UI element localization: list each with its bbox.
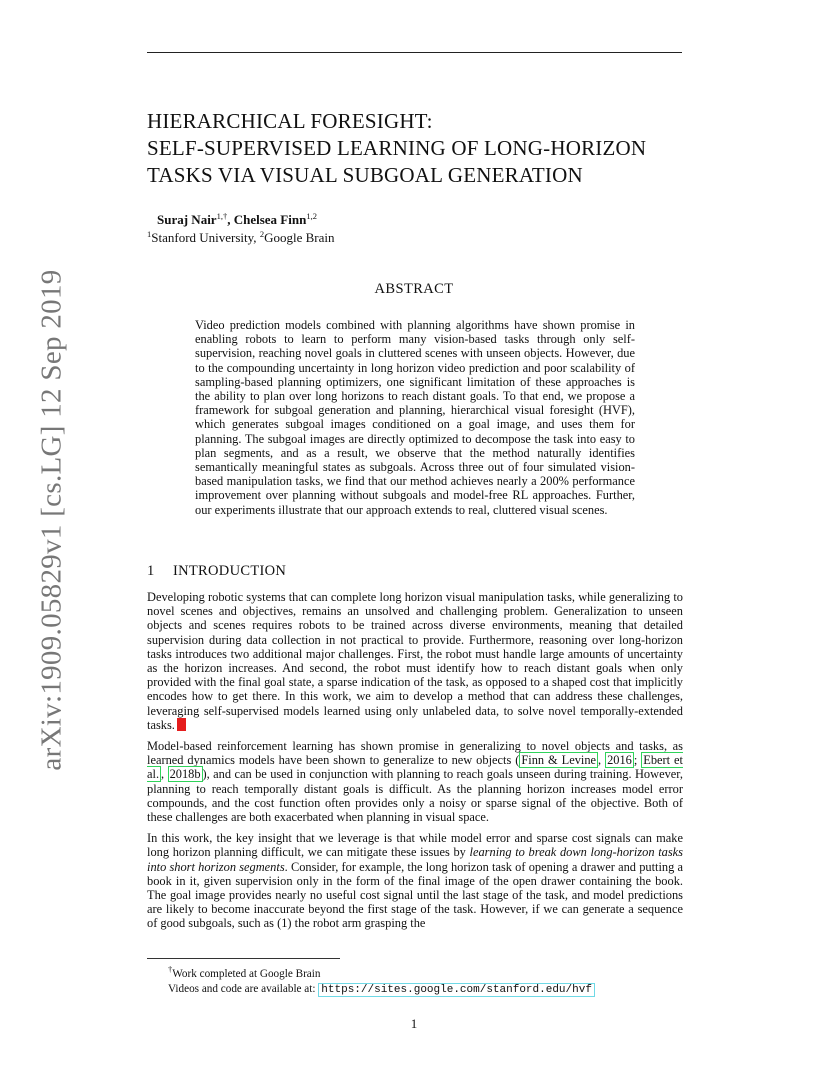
affil-1: Stanford University,	[151, 230, 260, 245]
introduction-body	[147, 590, 683, 938]
citation-link-finn-levine[interactable]: Finn & Levine	[521, 753, 597, 768]
paragraph-2-text-a: Model-based reinforcement learning has shown promise in generalizing to novel objects and tasks, as learned dynamics models have been shown to generalize to new objects (	[147, 739, 683, 768]
section-title: INTRODUCTION	[173, 563, 287, 579]
paragraph-3-emphasis: learning to break down long-horizon tasks into short horizon segments	[147, 845, 683, 874]
project-url-link[interactable]: https://sites.google.com/stanford.edu/hvf	[318, 983, 595, 997]
paragraph-1-text: Developing robotic systems that can complete long horizon visual manipulation tasks, while generalizing to novel scenes and objectives, remains an unsolved and challenging problem. Generalization to unseen objects and scenes requires robots to be trained across diverse environments, meaning that detailed supervision during data collection in not practical to provide. Furthermore, reasoning over long-horizon tasks introduces two additional major challenges. First, the robot must handle large amounts of uncertainty as the horizon increases. And second, the robot must identify how to reach distant goals when only provided with the final goal state, a sparse indication of the task, as opposed to a shaped cost that implicitly encodes how to get there. In this work, we aim to develop a method that can address these challenges, leveraging self-supervised models learned using only unlabeled data, to solve novel temporally-extended tasks.	[147, 590, 683, 732]
section-number: 1	[147, 563, 155, 579]
title-line-2: SELF-SUPERVISED LEARNING OF LONG-HORIZON	[147, 136, 647, 160]
abstract-text: Video prediction models combined with planning algorithms have shown promise in enabling robots to learn to perform many vision-based tasks through only self-supervision, reaching novel goals in cluttered scenes with unseen objects. However, due to the compounding uncertainty in long horizon video prediction and poor scalability of sampling-based planning optimizers, one significant limitation of these approaches is the ability to plan over long horizons to reach distant goals. To that end, we propose a framework for subgoal generation and planning, hierarchical visual foresight (HVF), which generates subgoal images conditioned on a goal image, and uses them for planning. The subgoal images are directly optimized to decompose the task into easy to plan segments, and as a result, we observe that the method naturally identifies semantically meaningful states as subgoals. Across three out of four simulated vision-based manipulation tasks, we find that our method achieves nearly a 200% performance improvement over planning without subgoals and model-free RL approaches. Further, our experiments illustrate that our approach extends to real, cluttered visual scenes.	[195, 318, 635, 517]
footnote-2	[168, 982, 595, 998]
author-2-affil-mark: 1,2	[306, 211, 317, 221]
author-1: Suraj Nair	[157, 212, 217, 227]
footnote-1-text: Work completed at Google Brain	[172, 968, 321, 980]
citation-sep: ,	[161, 767, 168, 782]
author-2: Chelsea Finn	[233, 212, 307, 227]
affil-1-mark: 1	[147, 229, 152, 239]
affiliations	[147, 226, 334, 246]
affil-2: Google Brain	[264, 230, 335, 245]
affil-2-mark: 2	[259, 229, 265, 239]
citation-sep: ;	[633, 753, 642, 768]
section-heading-introduction	[147, 563, 286, 580]
footnote-1-mark: †	[168, 964, 173, 974]
paragraph-1	[147, 590, 683, 732]
citation-link-2018b[interactable]: 2018b	[169, 767, 201, 782]
author-separator: ,	[227, 212, 234, 227]
author-1-affil-mark: 1,†	[216, 211, 228, 221]
page-number: 1	[410, 1016, 418, 1031]
authors	[157, 208, 317, 228]
arxiv-identifier: arXiv:1909.05829v1 [cs.LG] 12 Sep 2019	[35, 269, 68, 771]
paragraph-2-text-b: ), and can be used in conjunction with planning to reach goals unseen during training. However, planning to reach temporally distant goals is difficult. As the planning horizon increases model error compounds, and the cost function often provides only a noisy or sparse signal of the objective. Both of these challenges are both exacerbated when planning in visual space.	[147, 767, 683, 825]
footnote-rule	[147, 958, 340, 959]
citation-link-ebert[interactable]: Ebert et al.	[147, 753, 683, 782]
paper-title	[147, 108, 687, 189]
footnotes	[168, 962, 595, 998]
abstract-heading: ABSTRACT	[374, 281, 454, 297]
paragraph-3-text-b: . Consider, for example, the long horizon task of opening a drawer and putting a book in it, given supervision only in the form of the final image of the open drawer containing the book. The goal image provides nearly no useful cost signal until the last stage of the task, and model predictions are likely to become inaccurate beyond the first stage of the task. However, if we can generate a sequence of good subgoals, such as (1) the robot arm grasping the	[147, 859, 684, 931]
title-line-3: TASKS VIA VISUAL SUBGOAL GENERATION	[147, 163, 583, 187]
citation-sep: ,	[598, 753, 606, 768]
top-rule	[147, 52, 682, 53]
comment-marker-icon[interactable]	[177, 718, 186, 731]
citation-link-2016[interactable]: 2016	[607, 753, 632, 768]
paragraph-2	[147, 739, 683, 824]
paragraph-3	[147, 831, 683, 930]
paragraph-3-text-a: In this work, the key insight that we leverage is that while model error and sparse cost signals can make long horizon planning difficult, we can mitigate these issues by	[147, 831, 683, 860]
footnote-1	[168, 962, 595, 982]
footnote-2-text: Videos and code are available at:	[168, 983, 319, 995]
title-line-1: HIERARCHICAL FORESIGHT:	[147, 109, 433, 133]
